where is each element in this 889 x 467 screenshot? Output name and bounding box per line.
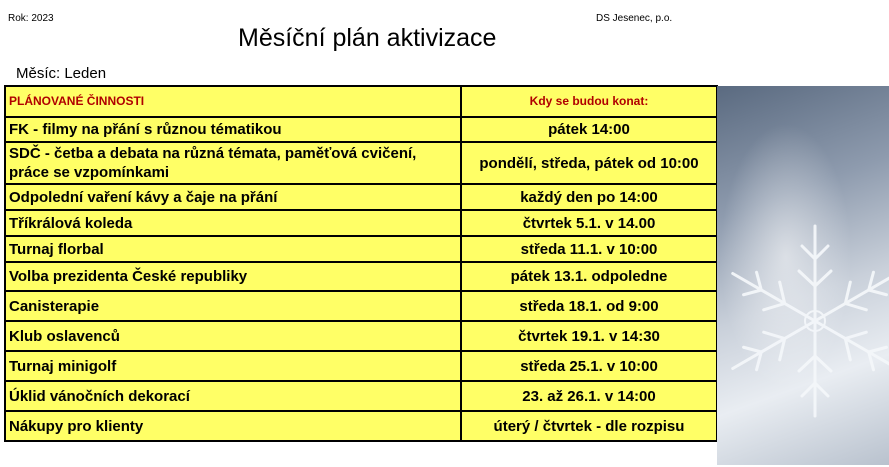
when-cell: pátek 14:00 — [461, 117, 717, 142]
organization-label: DS Jesenec, p.o. — [596, 13, 673, 24]
activity-cell: Úklid vánočních dekorací — [5, 381, 461, 411]
table-row — [5, 291, 717, 321]
when-cell: úterý / čtvrtek - dle rozpisu — [461, 411, 717, 441]
when-cell: čtvrtek 19.1. v 14:30 — [461, 321, 717, 351]
snowflake-icon — [717, 86, 889, 465]
table-row — [5, 381, 717, 411]
snowflake-photo — [717, 86, 889, 465]
when-cell: středa 11.1. v 10:00 — [461, 236, 717, 262]
table-row — [5, 184, 717, 210]
when-cell: pondělí, středa, pátek od 10:00 — [461, 142, 717, 184]
table-row — [5, 411, 717, 441]
when-cell: čtvrtek 5.1. v 14.00 — [461, 210, 717, 236]
activity-cell: FK - filmy na přání s různou tématikou — [5, 117, 461, 142]
activity-cell: Turnaj florbal — [5, 236, 461, 262]
activity-line: SDČ - četba a debata na různá témata, paměťová cvičení, — [9, 145, 417, 162]
table-row — [5, 236, 717, 262]
activity-line: práce se vzpomínkami — [9, 164, 170, 181]
table-header-row — [5, 86, 717, 117]
table-row — [5, 321, 717, 351]
page-title: Měsíční plán aktivizace — [238, 24, 497, 52]
table-row — [5, 262, 717, 291]
year-label: Rok: 2023 — [8, 13, 54, 24]
activity-cell: Nákupy pro klienty — [5, 411, 461, 441]
column-header-when: Kdy se budou konat: — [461, 86, 717, 117]
activity-cell: Klub oslavenců — [5, 321, 461, 351]
when-cell: středa 25.1. v 10:00 — [461, 351, 717, 381]
when-cell: každý den po 14:00 — [461, 184, 717, 210]
column-header-activities: PLÁNOVANÉ ČINNOSTI — [5, 86, 461, 117]
table-row — [5, 210, 717, 236]
activity-cell: Canisterapie — [5, 291, 461, 321]
table-row — [5, 117, 717, 142]
when-cell: středa 18.1. od 9:00 — [461, 291, 717, 321]
activity-cell: Odpolední vaření kávy a čaje na přání — [5, 184, 461, 210]
activity-cell: Volba prezidenta České republiky — [5, 262, 461, 291]
activity-plan-table — [4, 85, 718, 442]
activity-cell: Turnaj minigolf — [5, 351, 461, 381]
table-row — [5, 142, 717, 184]
table-row — [5, 351, 717, 381]
activity-cell: Tříkrálová koleda — [5, 210, 461, 236]
activity-cell — [5, 142, 461, 184]
when-cell: 23. až 26.1. v 14:00 — [461, 381, 717, 411]
month-label: Měsíc: Leden — [16, 65, 107, 82]
when-cell: pátek 13.1. odpoledne — [461, 262, 717, 291]
